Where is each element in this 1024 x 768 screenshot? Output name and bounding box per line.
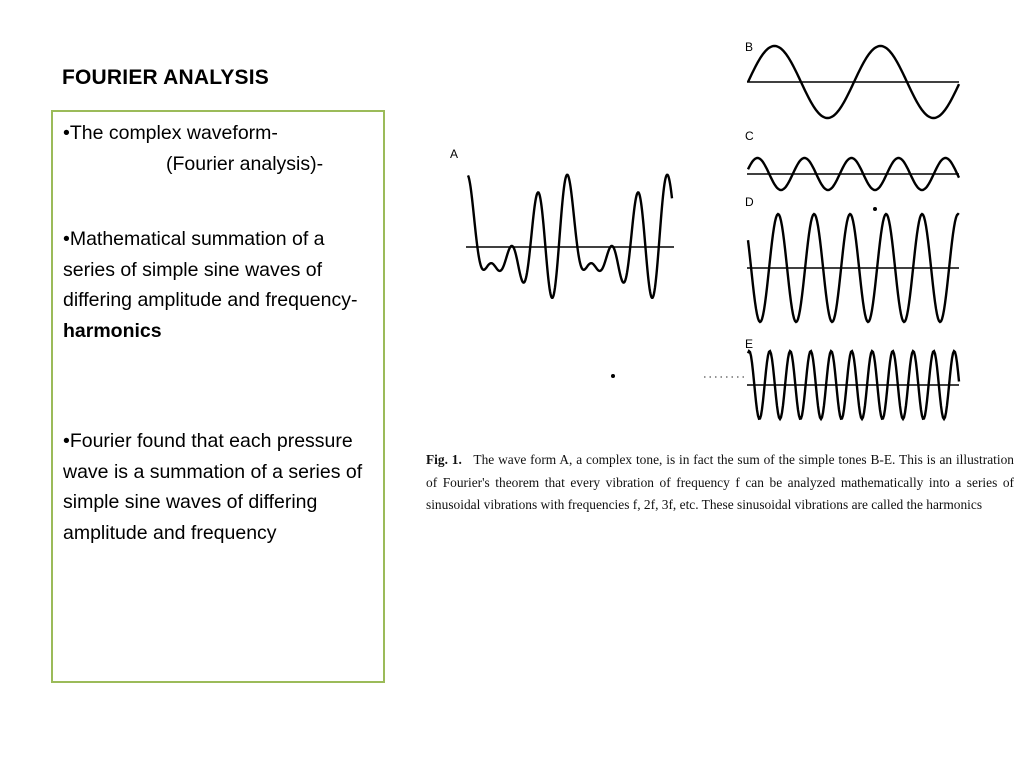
waveform-c-label: C	[745, 129, 754, 143]
waveform-d	[744, 192, 964, 320]
waveform-b-label: B	[745, 40, 754, 54]
bullet-1-line-1: •The complex waveform-	[63, 122, 278, 144]
caption-fig-label: Fig. 1.	[426, 452, 462, 467]
bullet-complex-waveform	[63, 118, 323, 179]
waveform-b	[744, 36, 964, 136]
waveform-e	[744, 334, 964, 430]
bullet-1-line-2: (Fourier analysis)-	[166, 152, 324, 175]
waveform-a-curve	[468, 175, 672, 298]
bullet-2-bold: harmonics	[63, 319, 162, 342]
waveform-e-label: E	[745, 337, 754, 351]
bullet-mathematical-summation	[63, 224, 379, 346]
slide-title: FOURIER ANALYSIS	[62, 66, 270, 89]
figure-caption	[426, 449, 1014, 517]
waveform-c	[744, 126, 964, 198]
waveform-d-label: D	[745, 195, 754, 209]
scan-dots	[700, 372, 750, 382]
dot-mark	[873, 207, 877, 211]
waveform-a	[440, 140, 690, 380]
bullet-2-text: •Mathematical summation of a series of simple sine waves of differing amplitude and frequency-	[63, 228, 358, 311]
dot-mark	[611, 374, 615, 378]
content-box	[51, 110, 385, 683]
caption-text: The wave form A, a complex tone, is in fact the sum of the simple tones B-E. This is an illustration of Fourier's theorem that every vibration of frequency f can be analyzed mathematically into a series of sinusoidal vibrations with frequencies f, 2f, 3f, etc. These sinusoidal vibrations are called the harmonics	[426, 452, 1014, 512]
bullet-fourier-found	[63, 426, 381, 548]
waveform-a-label: A	[450, 147, 459, 161]
bullet-3-text: •Fourier found that each pressure wave is a summation of a series of simple sine waves of differing amplitude and frequency	[63, 430, 363, 544]
